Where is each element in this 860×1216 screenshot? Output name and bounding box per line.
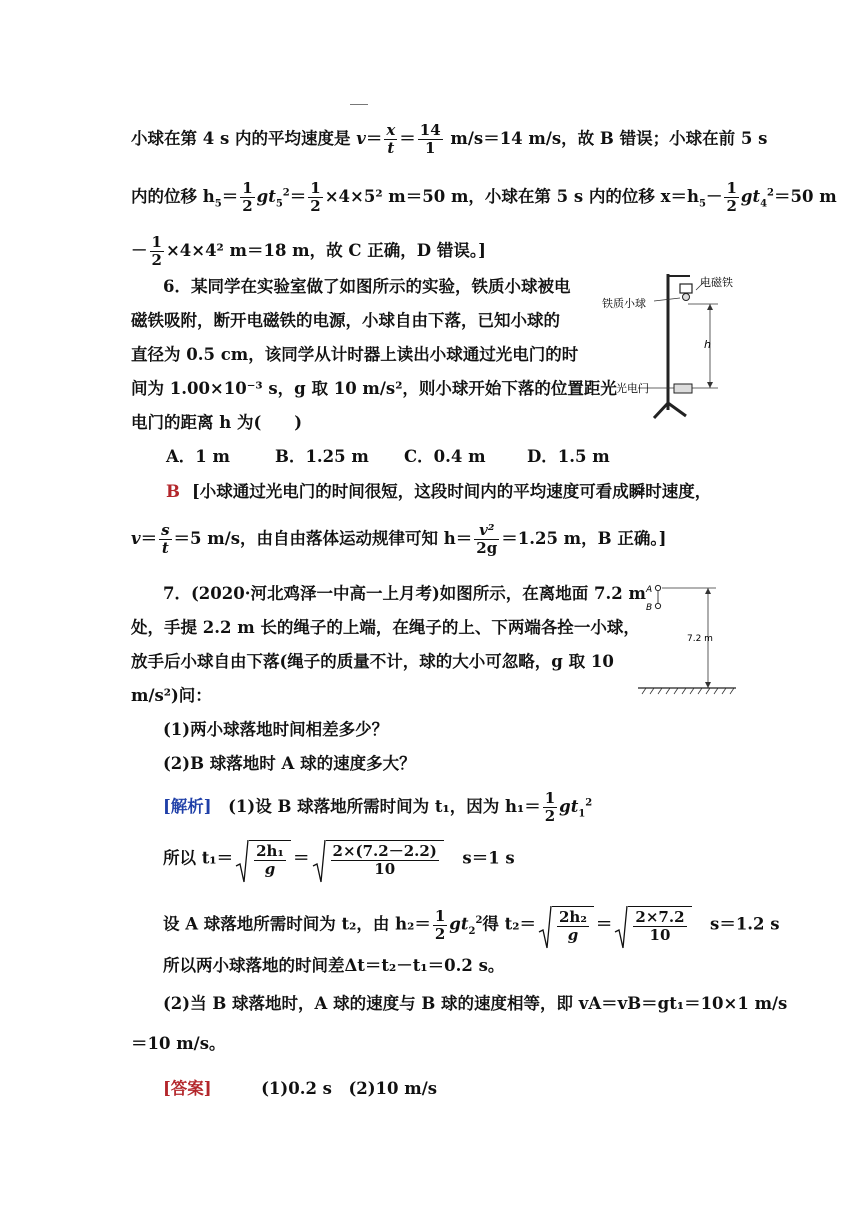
label-h: h — [704, 338, 711, 351]
sqrt-2h1-g: $\frac{\text{2h₁}}{g}$ — [235, 840, 291, 878]
magnet-icon — [680, 284, 692, 293]
q7-line-3: 放手后小球自由下落(绳子的质量不计，球的大小可忽略，g 取 10 — [131, 652, 614, 671]
q6-line-1: 6．某同学在实验室做了如图所示的实验，铁质小球被电 — [163, 277, 571, 296]
solution-line-4: 所以两小球落地的时间差Δt＝t₂－t₁＝0.2 s。 — [163, 956, 505, 975]
label-height: 7.2 m — [687, 634, 713, 644]
fraction-v2-2g: $\frac{\text{v²}}{2g}$ — [476, 521, 498, 557]
q6-option-d: D．1.5 m — [527, 447, 610, 466]
q6-line-4: 间为 1.00×10⁻³ s，g 取 10 m/s²，则小球开始下落的位置距光 — [131, 379, 617, 398]
q6-option-b: B．1.25 m — [275, 447, 369, 466]
fraction-half: $\frac{1}{2}$ — [434, 906, 446, 943]
label-ball: 铁质小球 — [602, 297, 646, 310]
q6-explanation-2: v＝ $\frac{s}{t}$ ＝5 m/s，由自由落体运动规律可知 h＝ $\frac{\text{v²}}{2g}$ ＝1.25 m，B 正确。] — [131, 521, 667, 557]
q6-line-2: 磁铁吸附，断开电磁铁的电源，小球自由下落，已知小球的 — [131, 311, 560, 330]
solution-tag: [解析] — [163, 797, 212, 816]
ball-b-icon — [655, 603, 660, 608]
q6-line-3: 直径为 0.5 cm，该同学从计时器上读出小球通过光电门的时 — [131, 345, 579, 364]
ball-icon — [683, 294, 690, 301]
q7-sub-2: (2)B 球落地时 A 球的速度多大？ — [163, 754, 416, 773]
fraction-x-t: $\frac{x}{t}$ — [386, 121, 396, 157]
fraction-s-t: $\frac{s}{t}$ — [161, 521, 170, 557]
solution-line-5: (2)当 B 球落地时，A 球的速度与 B 球的速度相等，即 vA＝vB＝gt₁＝10×1 m/s — [163, 994, 788, 1013]
q6-figure — [596, 268, 746, 436]
q6-answer-letter: B — [166, 482, 180, 501]
fraction-half: $\frac{1}{2}$ — [310, 179, 321, 215]
sqrt-2h2-g: $\frac{\text{2h₂}}{g}$ — [538, 906, 594, 944]
ball-a-icon — [655, 585, 660, 590]
sqrt-expr2: $\frac{2\times 7.2}{10}$ — [614, 906, 691, 944]
label-gate: 光电门 — [616, 382, 649, 395]
header-mark — [350, 104, 368, 105]
label-a: A — [646, 585, 653, 595]
q7-line-4: m/s²)问： — [131, 686, 212, 705]
label-magnet: 电磁铁 — [700, 276, 733, 289]
q7-line-1: 7．(2020·河北鸡泽一中高一上月考)如图所示，在离地面 7.2 m — [163, 584, 646, 603]
solution-line-1: [解析] (1)设 B 球落地所需时间为 t₁，因为 h₁＝ $\frac{1}{2}$ $gt_1^2$ — [163, 789, 593, 825]
answer-line: [答案] (1)0.2 s (2)10 m/s — [163, 1079, 438, 1098]
q7-line-2: 处，手提 2.2 m 长的绳子的上端，在绳子的上、下两端各拴一小球， — [131, 618, 640, 637]
solution-line-2: 所以 t₁＝ $\frac{\text{2h₁}}{g}$ ＝ $\frac{2\times(7.2-2.2)}{10}$ s＝1 s — [163, 840, 515, 878]
q6-explanation-1: [小球通过光电门的时间很短，这段时间内的平均速度可看成瞬时速度， — [192, 482, 712, 501]
fraction-half: $\frac{1}{2}$ — [544, 789, 556, 825]
solution-line-6: ＝10 m/s。 — [131, 1034, 226, 1053]
fraction-half: $\frac{1}{2}$ — [726, 179, 737, 215]
q6-option-a: A．1 m — [166, 447, 230, 466]
stand-base — [654, 403, 686, 418]
photogate-icon — [674, 384, 692, 393]
solution-line-3: 设 A 球落地所需时间为 t₂，由 h₂＝ $\frac{1}{2}$ $gt_2^2$得 t₂＝ $\frac{\text{2h₂}}{g}$ ＝ $\frac{2\times 7.2}{10}$ s＝1.2 s — [163, 906, 780, 944]
answer-tag: [答案] — [163, 1079, 212, 1098]
sqrt-expr1: $\frac{2\times(7.2-2.2)}{10}$ — [312, 840, 444, 878]
fraction-half: $\frac{1}{2}$ — [242, 179, 253, 215]
q6-line-5: 电门的距离 h 为( ) — [131, 413, 303, 432]
p5-line-3: － $\frac{1}{2}$ ×4×4² m＝18 m，故 C 正确，D 错误。] — [131, 233, 486, 269]
fraction-14-1: $\frac{14}{1}$ — [419, 121, 441, 157]
label-b: B — [646, 603, 653, 613]
q6-option-c: C．0.4 m — [404, 447, 486, 466]
p5-line-2: 内的位移 $h_5=$ $\frac{1}{2}$ $gt_5^2=$ $\frac{1}{2}$ ×4×5² m＝50 m，小球在第 5 s 内的位移 $x=h_5-$ $\frac{1}{2}$ $gt_4^2=50$ m — [131, 179, 837, 215]
fraction-half: $\frac{1}{2}$ — [151, 233, 162, 269]
q7-sub-1: (1)两小球落地时间相差多少？ — [163, 720, 389, 739]
q7-figure — [636, 578, 740, 698]
p5-line-1: 小球在第 4 s 内的平均速度是 v＝ $\frac{x}{t}$ ＝ $\frac{14}{1}$ m/s＝14 m/s，故 B 错误；小球在前 5 s — [131, 121, 768, 157]
